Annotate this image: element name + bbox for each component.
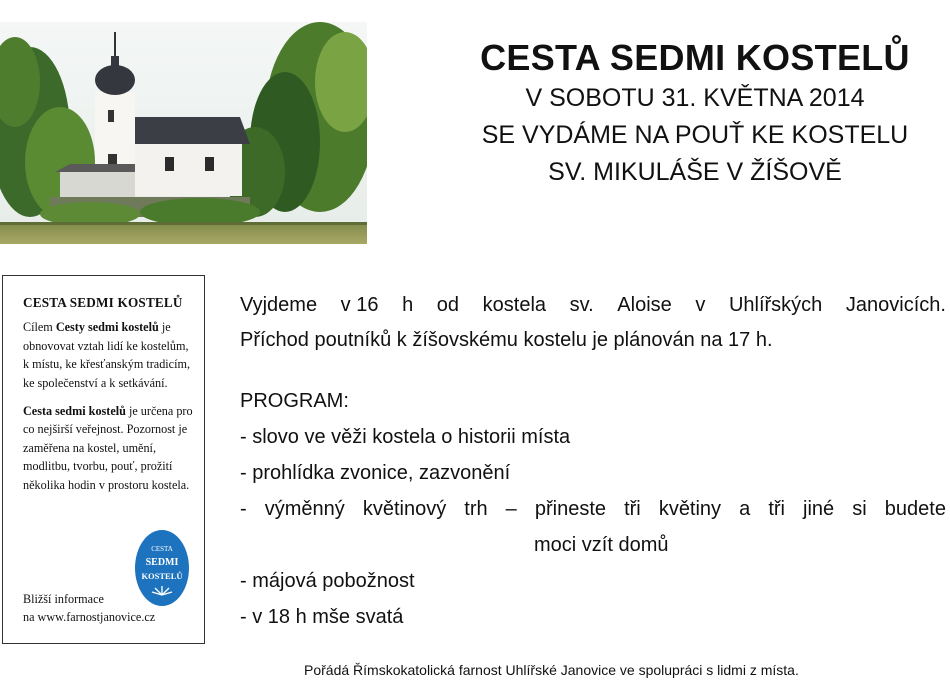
info-p1-bold: Cesty sedmi kostelů xyxy=(55,320,159,335)
word: výměnný xyxy=(264,498,345,520)
info-paragraph-2 xyxy=(23,402,194,494)
word: od xyxy=(436,294,460,316)
event-title: CESTA SEDMI KOSTELŮ xyxy=(480,37,910,78)
word: h xyxy=(402,294,414,316)
program-item: - slovo ve věži kostela o historii místa xyxy=(240,426,571,448)
program-item-continuation: moci vzít domů xyxy=(534,534,669,556)
word: Vyjdeme xyxy=(240,294,318,316)
info-p1-lead: Cílem xyxy=(23,320,56,335)
word: a xyxy=(739,498,751,520)
word: budete xyxy=(884,498,946,520)
organizer-footer: Pořádá Římskokatolická farnost Uhlířské Janovice ve spolupráci s lidmi z místa. xyxy=(304,662,799,678)
word: květinový xyxy=(362,498,447,520)
info-footer xyxy=(23,590,203,626)
word: si xyxy=(852,498,867,520)
program-item: - v 18 h mše svatá xyxy=(240,606,404,628)
word: sv. xyxy=(569,294,594,316)
word: tři xyxy=(624,498,641,520)
info-box xyxy=(2,275,205,644)
church-photo xyxy=(0,22,367,244)
word: v 16 xyxy=(340,294,379,316)
info-p1-rest: je obnovovat vztah lidí ke kostelům, k místu, ke křesťanským tradicím, ke společenství a k setkávání. xyxy=(23,320,191,390)
event-header xyxy=(440,36,950,191)
info-paragraph-1 xyxy=(23,318,194,392)
word: tři xyxy=(768,498,785,520)
badge-middle-text: SEDMI xyxy=(145,557,179,568)
program-label: PROGRAM: xyxy=(240,390,349,412)
word: Janovicích. xyxy=(845,294,946,316)
intro-line-2: Příchod poutníků k žíšovskému kostelu je plánován na 17 h. xyxy=(240,328,773,351)
program-item-flower-market xyxy=(240,491,946,527)
info-p2-rest: je určena pro co nejširší veřejnost. Pozornost je zaměřena na kostel, umění, modlitbu, tvorbu, pouť, prožití několika hodin v prostoru kostela. xyxy=(23,404,193,492)
event-place-line: SV. MIKULÁŠE V ŽÍŠOVĚ xyxy=(548,158,842,186)
event-body xyxy=(240,288,946,635)
event-purpose-line: SE VYDÁME NA POUŤ KE KOSTELU xyxy=(481,121,909,149)
badge-bottom-text: KOSTELŮ xyxy=(141,571,183,581)
intro-line-1 xyxy=(240,288,946,323)
word: Uhlířských xyxy=(728,294,823,316)
word: Aloise xyxy=(617,294,672,316)
word: - xyxy=(240,498,247,520)
word: trh xyxy=(464,498,488,520)
word: kostela xyxy=(482,294,547,316)
program-item: - májová pobožnost xyxy=(240,570,415,592)
word: přineste xyxy=(534,498,607,520)
word: květiny xyxy=(658,498,722,520)
event-date-line: V SOBOTU 31. KVĚTNA 2014 xyxy=(525,84,865,112)
badge-top-text: CESTA xyxy=(151,545,173,553)
word: jiné xyxy=(803,498,835,520)
more-info-label: Bližší informace xyxy=(23,592,104,606)
info-p2-bold: Cesta sedmi kostelů xyxy=(23,404,126,419)
word: – xyxy=(505,498,517,520)
program-item: - prohlídka zvonice, zazvonění xyxy=(240,462,511,484)
website-link[interactable]: na www.farnostjanovice.cz xyxy=(23,610,156,624)
word: v xyxy=(695,294,706,316)
info-box-title: CESTA SEDMI KOSTELŮ xyxy=(23,295,183,310)
